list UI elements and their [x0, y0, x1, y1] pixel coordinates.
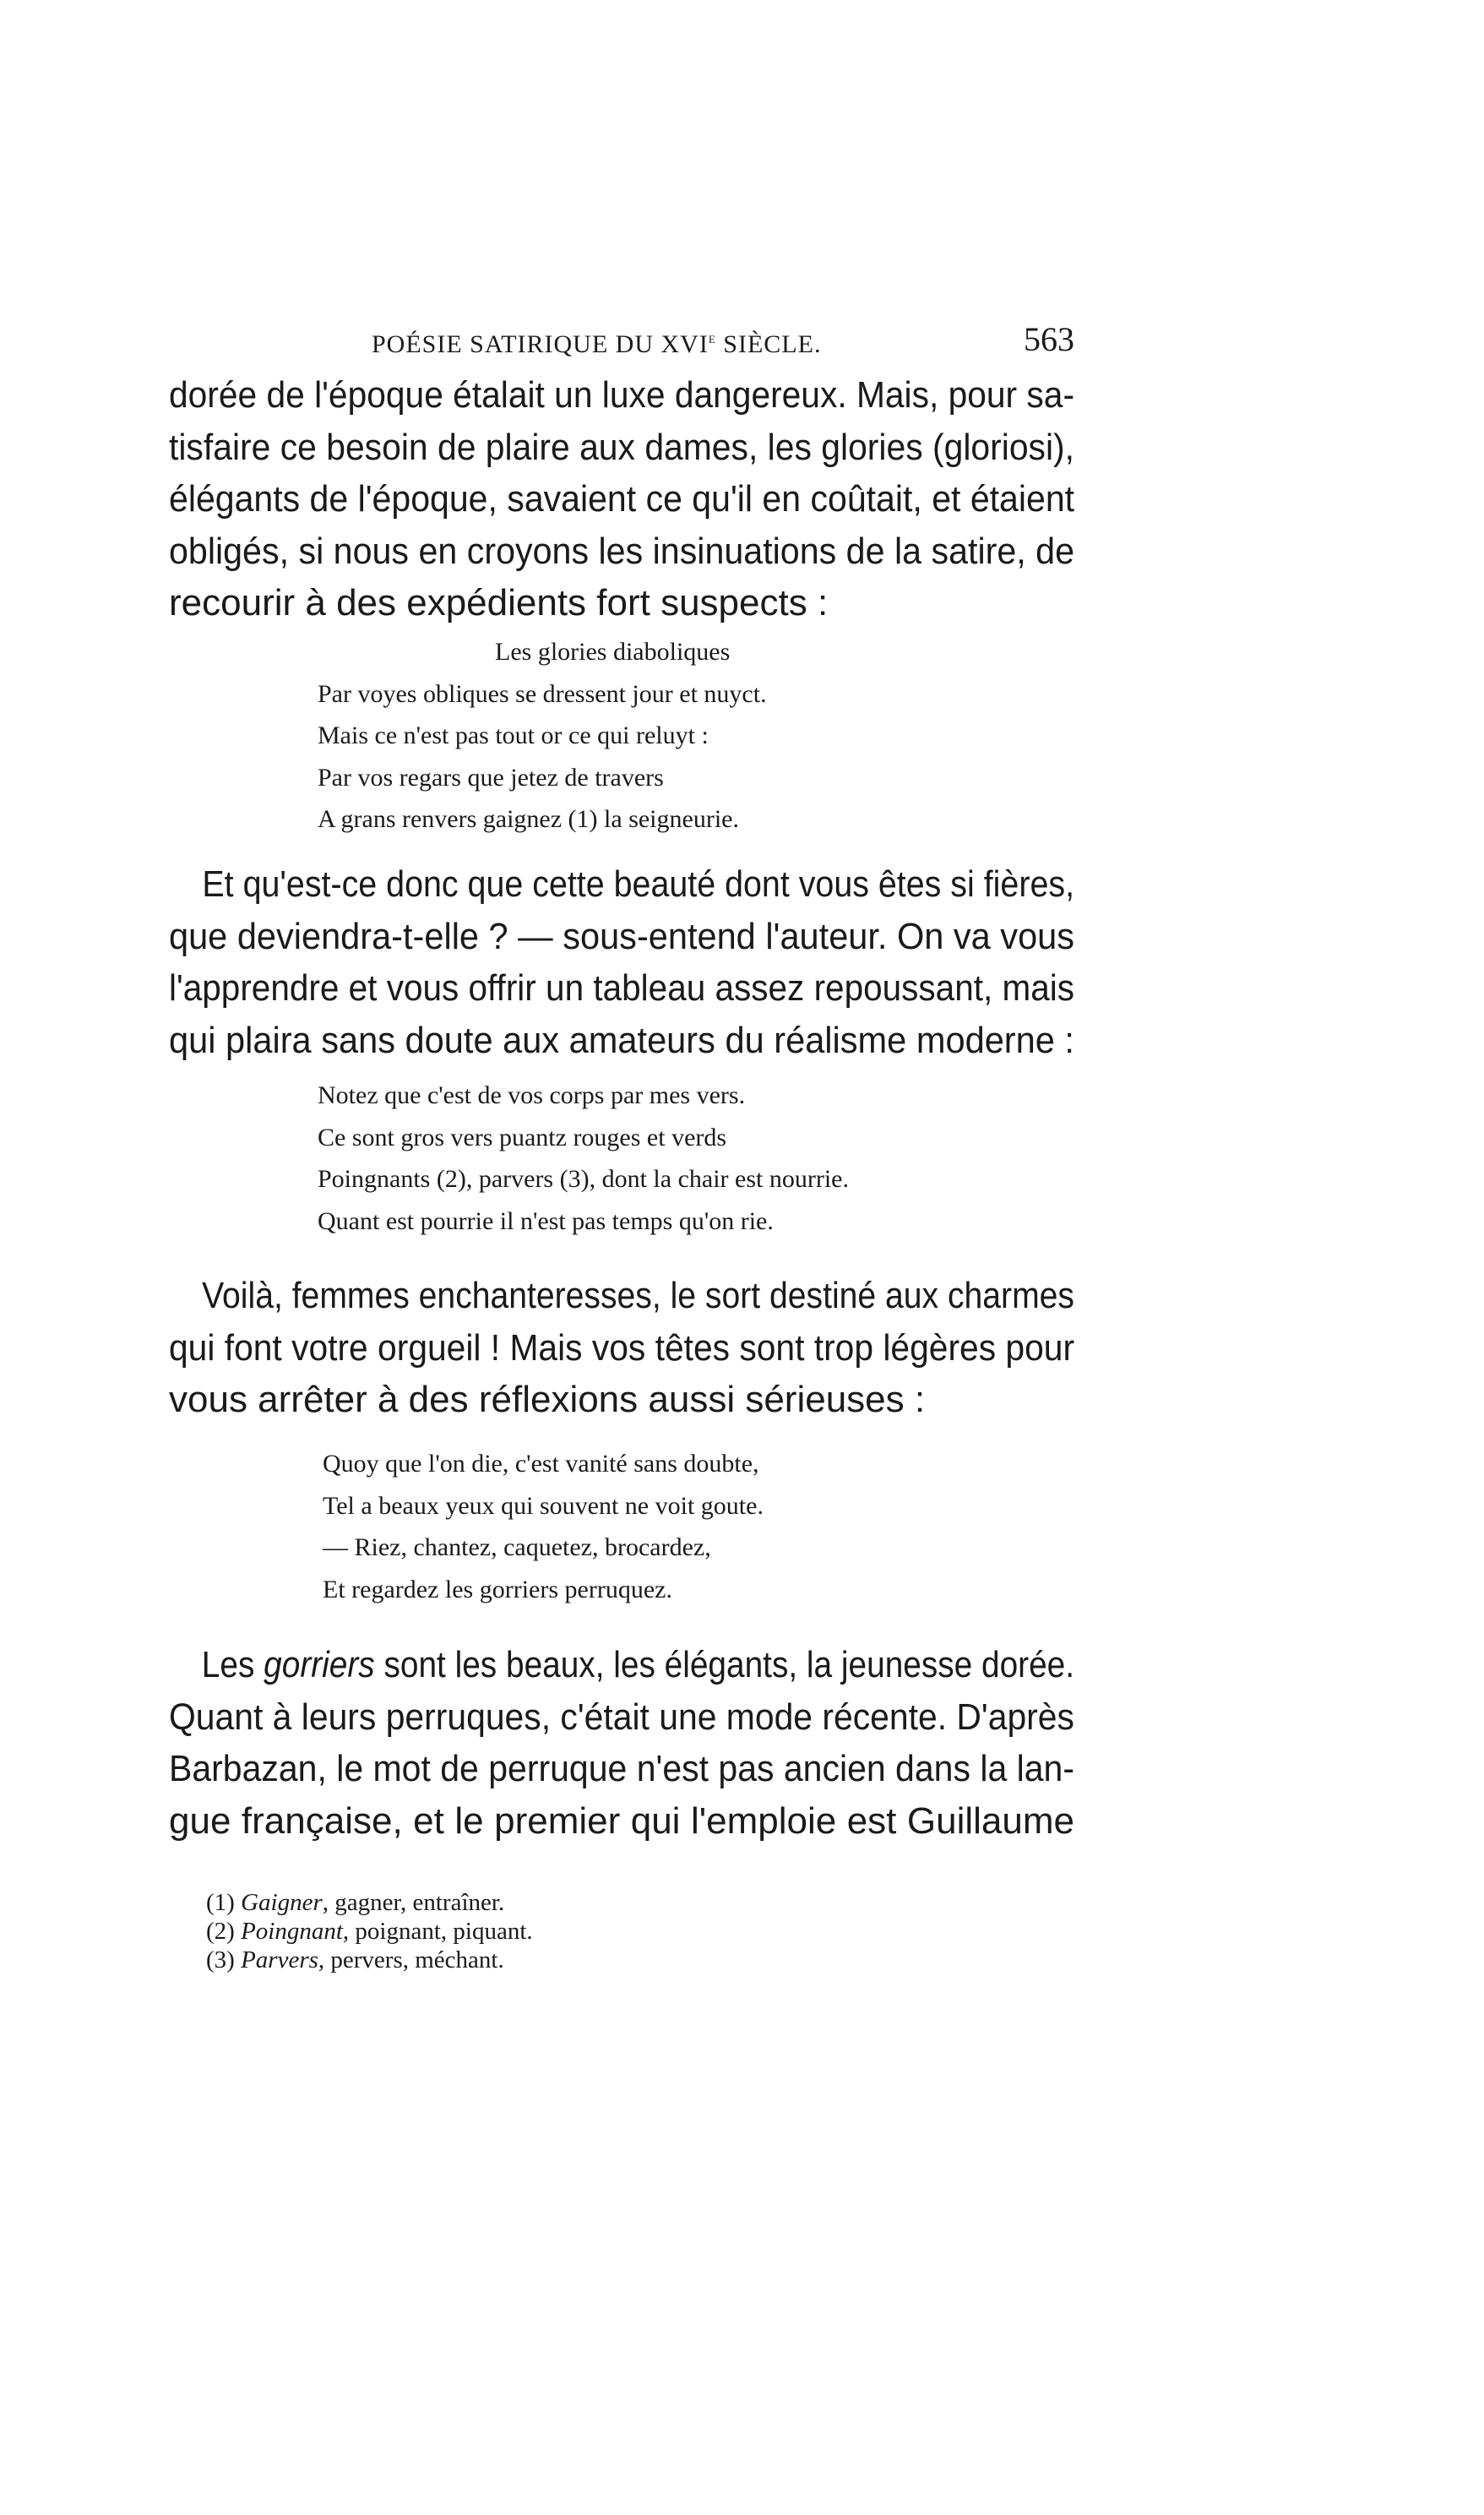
footnote: (1) Gaigner, gagner, entraîner.: [206, 1889, 505, 1916]
verse-line: Mais ce n'est pas tout or ce qui reluyt :: [318, 721, 709, 749]
verse-line: Notez que c'est de vos corps par mes vers.: [318, 1081, 746, 1109]
verse-line: Par vos regars que jetez de travers: [318, 763, 664, 792]
verse-line: Quant est pourrie il n'est pas temps qu'on rie.: [318, 1206, 774, 1235]
verse-line: — Riez, chantez, caquetez, brocardez,: [323, 1533, 711, 1561]
running-header: [169, 314, 1074, 365]
footnote: (2) Poingnant, poignant, piquant.: [206, 1918, 533, 1945]
text-line: qui plaira sans doute aux amateurs du réalisme moderne :: [169, 1019, 1074, 1061]
running-title: POÉSIE SATIRIQUE DU XVIe SIÈCLE.: [372, 329, 822, 358]
verse-quotation-1: [318, 631, 767, 841]
text-line: Les gorriers sont les beaux, les élégants, la jeunesse dorée.: [201, 1644, 1075, 1685]
verse-quotation-2: [318, 1075, 849, 1242]
text-line: Et qu'est-ce donc que cette beauté dont vous êtes si fières,: [202, 863, 1075, 905]
verse-line: Les glories diaboliques: [495, 638, 731, 666]
verse-line: Par voyes obliques se dressent jour et nuyct.: [318, 679, 767, 708]
text-line: dorée de l'époque étalait un luxe dangereux. Mais, pour sa-: [169, 374, 1075, 416]
verse-quotation-3: [323, 1443, 764, 1610]
text-line: que deviendra-t-elle ? — sous-entend l'auteur. On va vous: [169, 915, 1075, 957]
paragraph-4: [169, 1639, 1074, 1847]
text-line: vous arrêter à des réflexions aussi sérieuses :: [169, 1379, 926, 1420]
verse-line: A grans renvers gaignez (1) la seigneurie.: [318, 805, 739, 833]
text-line: Voilà, femmes enchanteresses, le sort destiné aux charmes: [202, 1275, 1074, 1316]
paragraph-1: [169, 369, 1074, 629]
verse-line: Poingnants (2), parvers (3), dont la chair est nourrie.: [318, 1165, 849, 1193]
text-line: élégants de l'époque, savaient ce qu'il en coûtait, et étaient: [169, 478, 1075, 520]
page-number: 563: [1024, 320, 1074, 358]
italic-term: gorriers: [264, 1644, 375, 1685]
verse-line: Quoy que l'on die, c'est vanité sans doubte,: [323, 1450, 759, 1478]
paragraph-2: [169, 858, 1074, 1066]
paragraph-3: [169, 1270, 1074, 1426]
text-line: l'apprendre et vous offrir un tableau assez repoussant, mais: [169, 967, 1075, 1009]
verse-line: Tel a beaux yeux qui souvent ne voit goute.: [323, 1491, 764, 1520]
text-line: qui font votre orgueil ! Mais vos têtes sont trop légères pour: [169, 1326, 1075, 1369]
verse-line: Ce sont gros vers puantz rouges et verds: [318, 1123, 727, 1151]
verse-line: Et regardez les gorriers perruquez.: [323, 1575, 672, 1603]
text-line: obligés, si nous en croyons les insinuations de la satire, de: [169, 530, 1074, 572]
footnote: (3) Parvers, pervers, méchant.: [206, 1946, 504, 1973]
text-line: recourir à des expédients fort suspects :: [169, 582, 829, 623]
text-line: Barbazan, le mot de perruque n'est pas ancien dans la lan-: [169, 1748, 1074, 1789]
text-line: gue française, et le premier qui l'emploie est Guillaume: [169, 1799, 1074, 1842]
text-line: tisfaire ce besoin de plaire aux dames, les glories (gloriosi),: [169, 426, 1075, 468]
text-line: Quant à leurs perruques, c'était une mode récente. D'après: [169, 1696, 1074, 1738]
footnotes: [206, 1888, 533, 1974]
